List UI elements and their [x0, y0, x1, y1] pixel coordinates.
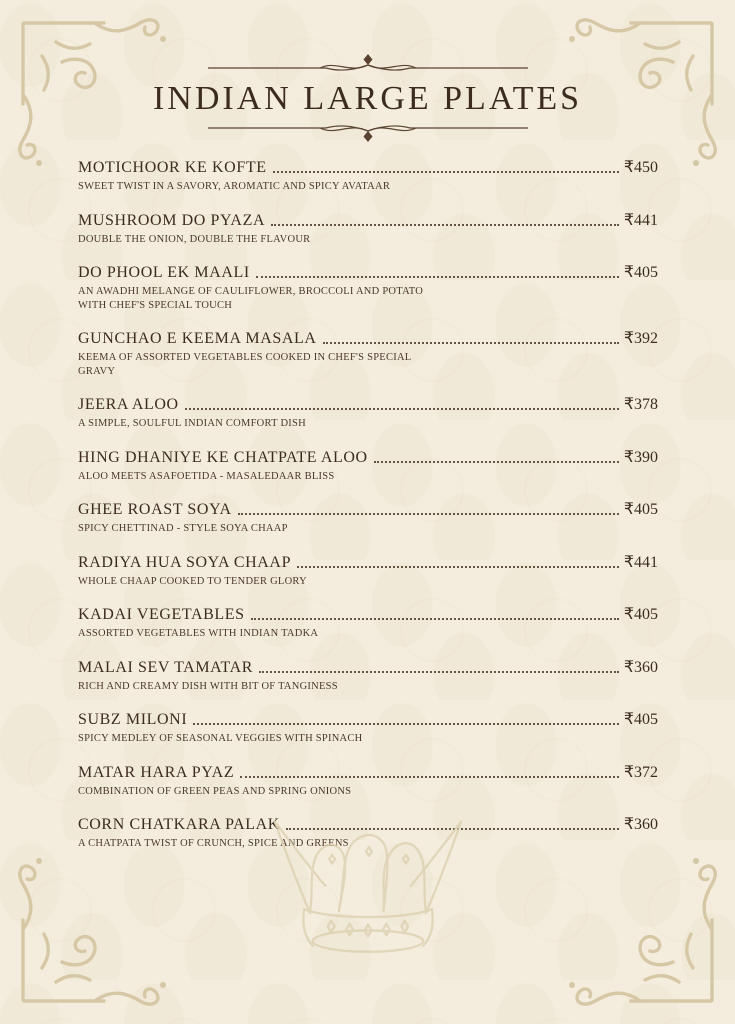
menu-item-description: DOUBLE THE ONION, DOUBLE THE FLAVOUR — [78, 233, 311, 245]
dotted-leader — [271, 224, 619, 226]
ornamental-divider-icon — [208, 120, 528, 144]
dotted-leader — [238, 513, 619, 515]
menu-item-description: WHOLE CHAAP COOKED TO TENDER GLORY — [78, 575, 307, 587]
menu-item — [78, 658, 658, 694]
corner-flourish-icon — [0, 852, 172, 1024]
menu-item-row — [78, 395, 658, 414]
menu-item-name: KADAI VEGETABLES — [78, 606, 245, 623]
menu-item-price: ₹441 — [623, 211, 658, 229]
menu-item-name: MOTICHOOR KE KOFTE — [78, 159, 267, 176]
menu-item-description: COMBINATION OF GREEN PEAS AND SPRING ONIONS — [78, 785, 352, 797]
menu-list — [78, 158, 658, 868]
menu-item-name: HING DHANIYE KE CHATPATE ALOO — [78, 448, 368, 466]
menu-item-price: ₹360 — [623, 658, 658, 676]
menu-item-price: ₹405 — [623, 501, 658, 518]
menu-item — [78, 263, 658, 312]
menu-item — [78, 211, 658, 247]
menu-item-name: MALAI SEV TAMATAR — [78, 658, 254, 676]
menu-item-description: RICH AND CREAMY DISH WITH BIT OF TANGINESS — [78, 680, 338, 692]
menu-item-price: ₹405 — [623, 264, 658, 281]
menu-item-row — [78, 500, 658, 519]
menu-item-description: SPICY MEDLEY OF SEASONAL VEGGIES WITH SPINACH — [78, 733, 363, 744]
menu-item-name: GUNCHAO E KEEMA MASALA — [78, 330, 317, 347]
menu-header — [0, 52, 735, 144]
menu-item-name: JEERA ALOO — [78, 396, 179, 413]
menu-item-price: ₹450 — [623, 159, 658, 176]
menu-item-name: GHEE ROAST SOYA — [78, 501, 232, 518]
menu-item-row — [78, 329, 658, 348]
menu-item — [78, 395, 658, 431]
menu-item-row — [78, 263, 658, 282]
dotted-leader — [259, 671, 619, 673]
menu-item-price: ₹441 — [623, 553, 658, 571]
menu-item — [78, 329, 658, 378]
page-title: INDIAN LARGE PLATES — [152, 80, 583, 117]
menu-item-name: SUBZ MILONI — [78, 711, 188, 728]
menu-item-description: ASSORTED VEGETABLES WITH INDIAN TADKA — [78, 628, 319, 639]
dotted-leader — [273, 171, 619, 173]
menu-item-name: RADIYA HUA SOYA CHAAP — [78, 553, 292, 571]
menu-item-price: ₹378 — [623, 396, 658, 413]
dotted-leader — [256, 276, 619, 278]
corner-flourish-icon — [563, 852, 735, 1024]
menu-item — [78, 500, 658, 536]
menu-item — [78, 710, 658, 746]
menu-item — [78, 158, 658, 194]
menu-item-row — [78, 658, 658, 677]
menu-item-row — [78, 448, 658, 467]
dotted-leader — [185, 408, 619, 410]
menu-item — [78, 553, 658, 589]
menu-item-row — [78, 211, 658, 230]
menu-item-price: ₹390 — [623, 448, 658, 466]
menu-item-description: SPICY CHETTINAD - STYLE SOYA CHAAP — [78, 523, 288, 534]
menu-item-description: KEEMA OF ASSORTED VEGETABLES COOKED IN CHEF'S SPECIAL GRAVY — [78, 352, 412, 377]
menu-item-row — [78, 553, 658, 572]
dotted-leader — [374, 461, 619, 463]
menu-item-name: MUSHROOM DO PYAZA — [78, 211, 266, 229]
menu-item-description: A CHATPATA TWIST OF CRUNCH, SPICE AND GREENS — [78, 838, 349, 849]
menu-item-row — [78, 158, 658, 177]
menu-item-description: A SIMPLE, SOULFUL INDIAN COMFORT DISH — [78, 418, 306, 429]
menu-item-row — [78, 710, 658, 729]
menu-item-price: ₹360 — [623, 816, 658, 833]
dotted-leader — [251, 618, 619, 620]
ornamental-divider-icon — [208, 52, 528, 76]
menu-item-description: ALOO MEETS ASAFOETIDA - MASALEDAAR BLISS — [78, 470, 335, 482]
menu-item-row — [78, 605, 658, 624]
dotted-leader — [193, 723, 619, 725]
menu-item-description: SWEET TWIST IN A SAVORY, AROMATIC AND SPICY AVATAAR — [78, 181, 391, 192]
dotted-leader — [323, 342, 619, 344]
menu-item-price: ₹372 — [623, 763, 658, 781]
menu-item-price: ₹405 — [623, 606, 658, 623]
menu-item-price: ₹405 — [623, 711, 658, 728]
menu-item-name: MATAR HARA PYAZ — [78, 763, 235, 781]
menu-item-name: CORN CHATKARA PALAK — [78, 816, 280, 833]
menu-item-description: AN AWADHI MELANGE OF CAULIFLOWER, BROCCOLI AND POTATO WITH CHEF'S SPECIAL TOUCH — [78, 286, 424, 311]
menu-item-price: ₹392 — [623, 330, 658, 347]
menu-item — [78, 448, 658, 484]
dotted-leader — [297, 566, 619, 568]
dotted-leader — [240, 776, 619, 778]
menu-item — [78, 605, 658, 641]
crown-watermark-icon — [242, 792, 494, 968]
menu-item-name: DO PHOOL EK MAALI — [78, 264, 250, 281]
menu-item-row — [78, 763, 658, 782]
